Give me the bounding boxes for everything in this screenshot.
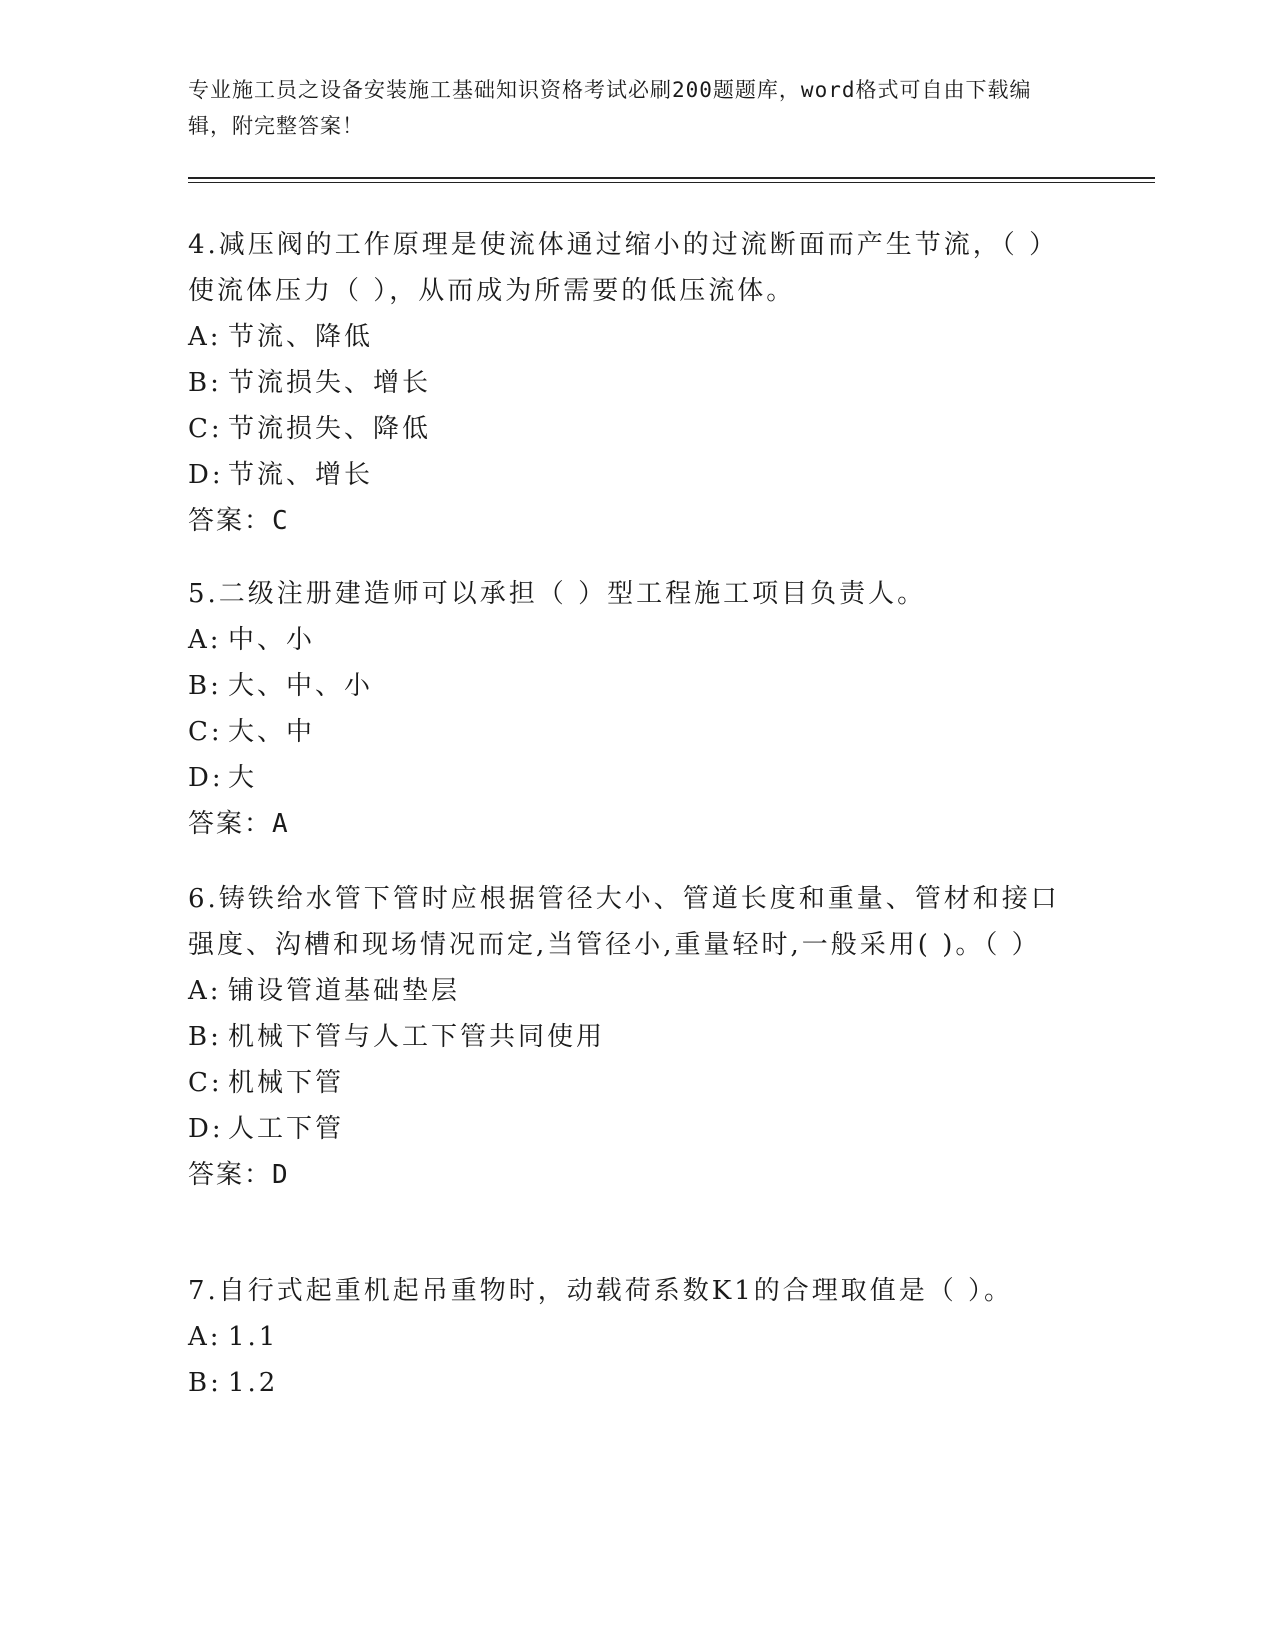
answer-line	[188, 801, 1068, 847]
question-stem: 5.二级注册建造师可以承担（ ）型工程施工项目负责人。	[188, 579, 927, 609]
option-letter: C:	[188, 414, 223, 444]
option-text: 1.2	[228, 1368, 279, 1398]
option-c	[188, 1060, 1068, 1106]
option-text: 人工下管	[228, 1114, 345, 1144]
option-letter: D:	[188, 460, 224, 490]
option-letter: B:	[188, 671, 222, 701]
question-5	[188, 571, 1068, 847]
question-6	[188, 876, 1068, 1198]
option-letter: D:	[188, 1114, 224, 1144]
option-text: 铺设管道基础垫层	[228, 976, 461, 1006]
option-text: 中、小	[228, 625, 316, 655]
option-text: 节流、增长	[228, 460, 374, 490]
option-c	[188, 709, 1068, 755]
answer-label: 答案：	[188, 1160, 273, 1190]
option-letter: C:	[188, 1068, 223, 1098]
answer-line	[188, 1152, 1068, 1198]
option-letter: B:	[188, 1368, 222, 1398]
header-divider	[188, 177, 1155, 179]
option-d	[188, 755, 1068, 801]
header-divider-thin	[188, 182, 1155, 183]
option-text: 机械下管与人工下管共同使用	[228, 1022, 606, 1052]
option-text: 节流损失、降低	[228, 414, 432, 444]
option-d	[188, 1106, 1068, 1152]
option-a	[188, 968, 1068, 1014]
option-letter: C:	[188, 717, 223, 747]
option-letter: A:	[188, 625, 222, 655]
answer-value: A	[272, 809, 290, 839]
option-b	[188, 360, 1068, 406]
question-stem: 6.铸铁给水管下管时应根据管径大小、管道长度和重量、管材和接口强度、沟槽和现场情况而定,当管径小,重量轻时,一般采用( )。（ ）	[188, 884, 1060, 960]
question-stem: 7.自行式起重机起吊重物时，动载荷系数K1的合理取值是（ ）。	[188, 1276, 1014, 1306]
question-7	[188, 1268, 1068, 1406]
question-stem: 4.减压阀的工作原理是使流体通过缩小的过流断面而产生节流，（ ）使流体压力（ ），从而成为所需要的低压流体。	[188, 230, 1059, 306]
option-text: 大	[228, 763, 258, 793]
option-letter: D:	[188, 763, 224, 793]
option-a	[188, 314, 1068, 360]
document-header: 专业施工员之设备安装施工基础知识资格考试必刷200题题库，word格式可自由下载编辑，附完整答案！	[188, 78, 1032, 138]
option-b	[188, 1014, 1068, 1060]
answer-line	[188, 498, 1068, 544]
option-letter: A:	[188, 1322, 222, 1352]
option-b	[188, 1360, 1068, 1406]
option-a	[188, 617, 1068, 663]
option-c	[188, 406, 1068, 452]
answer-label: 答案：	[188, 809, 273, 839]
option-text: 大、中	[228, 717, 316, 747]
option-letter: B:	[188, 368, 222, 398]
option-text: 1.1	[228, 1322, 279, 1352]
option-text: 节流损失、增长	[228, 368, 432, 398]
question-4	[188, 222, 1068, 544]
option-d	[188, 452, 1068, 498]
option-letter: A:	[188, 976, 222, 1006]
option-text: 节流、降低	[228, 322, 374, 352]
option-a	[188, 1314, 1068, 1360]
option-text: 大、中、小	[228, 671, 374, 701]
answer-label: 答案：	[188, 506, 273, 536]
option-text: 机械下管	[228, 1068, 345, 1098]
option-letter: A:	[188, 322, 222, 352]
option-letter: B:	[188, 1022, 222, 1052]
option-b	[188, 663, 1068, 709]
answer-value: C	[272, 506, 290, 536]
answer-value: D	[272, 1160, 290, 1190]
